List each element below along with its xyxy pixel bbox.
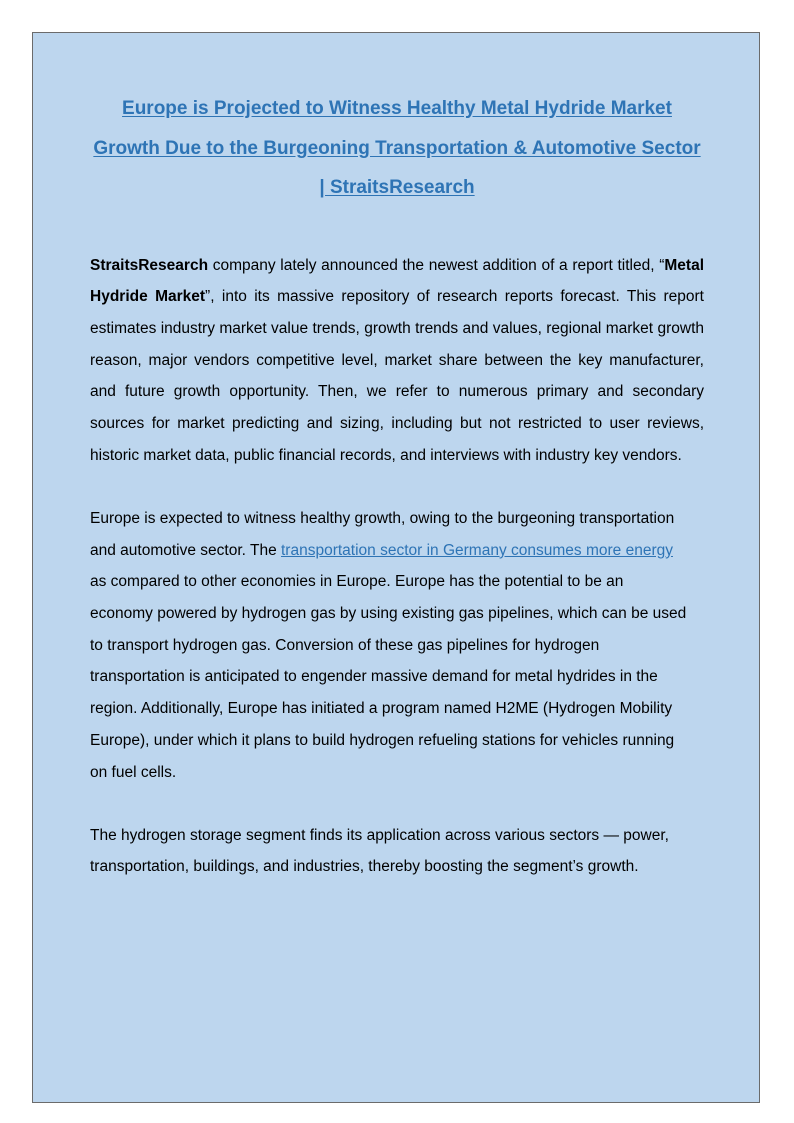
germany-transport-link[interactable]: transportation sector in Germany consumes more energy	[281, 541, 673, 559]
intro-text-2: ”, into its massive repository of research reports forecast. This report estimates industry market value trends, growth trends and values, regional market growth reason, major vendors competitive level, market share between the key manufacturer, and future growth opportunity. Then, we refer to numerous primary and secondary sources for market predicting and sizing, including but not restricted to user reviews, historic market data, public financial records, and interviews with industry key vendors.	[90, 288, 704, 464]
document-page	[32, 32, 760, 1103]
europe-paragraph	[90, 503, 704, 788]
report-name: Metal Hydride Market	[90, 256, 704, 306]
europe-line-3: as compared to other economies in Europe. Europe has the potential to be an	[90, 573, 624, 591]
intro-text-1: company lately announced the newest addition of a report titled, “	[208, 256, 665, 274]
europe-line-8: Europe), under which it plans to build hydrogen refueling stations for vehicles running	[90, 731, 675, 749]
europe-line-7: region. Additionally, Europe has initiated a program named H2ME (Hydrogen Mobility	[90, 700, 673, 718]
europe-line-9: on fuel cells.	[90, 763, 177, 781]
europe-line-6: transportation is anticipated to engender massive demand for metal hydrides in the	[90, 668, 658, 686]
company-name: StraitsResearch	[90, 256, 209, 274]
storage-line-1: The hydrogen storage segment finds its application across various sectors — power,	[90, 826, 669, 844]
title-link-line-3[interactable]: | StraitsResearch	[319, 177, 475, 198]
intro-paragraph	[90, 250, 704, 472]
europe-line-2: and automotive sector. The	[90, 541, 281, 559]
europe-line-4: economy powered by hydrogen gas by using existing gas pipelines, which can be used	[90, 605, 687, 623]
title-link-line-2[interactable]: Growth Due to the Burgeoning Transportation & Automotive Sector	[93, 137, 701, 159]
hydrogen-storage-paragraph	[90, 820, 704, 883]
europe-line-5: to transport hydrogen gas. Conversion of these gas pipelines for hydrogen	[90, 636, 600, 654]
title-link-line-1[interactable]: Europe is Projected to Witness Healthy Metal Hydride Market	[122, 98, 672, 119]
storage-line-2: transportation, buildings, and industries, thereby boosting the segment’s growth.	[90, 858, 639, 876]
europe-line-1: Europe is expected to witness healthy growth, owing to the burgeoning transportation	[90, 509, 675, 527]
document-content	[90, 89, 704, 883]
document-title	[90, 89, 704, 208]
